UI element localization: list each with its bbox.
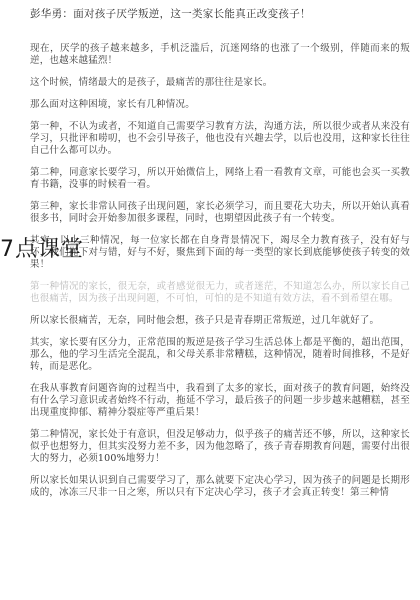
paragraph: 所以家长很痛苦，无奈，同时他会想，孩子只是青春期正常叛逆，过几年就好了。 <box>30 315 380 326</box>
paragraph: 这个时候，情绪最大的是孩子，最痛苦的那往往是家长。 <box>30 77 273 88</box>
paragraph: 在我从事教育问题咨询的过程当中，我看到了太多的家长，面对孩子的教育问题，始终没有什么学习意识或者始终不行动，拖延不学习，最后孩子的问题一步步越来越糟糕，甚至出现重度抑郁、精神分裂症等严重后果！ <box>30 383 410 418</box>
paragraph: 其实，家长要有区分力，正常范围的叛逆是孩子学习生活总体上都是平衡的，超出范围，那么，他的学习生活完全混乱，和父母关系非常糟糕，这种情况，随着时间推移，不是好转，而是恶化。 <box>30 337 410 372</box>
paragraph: 那么面对这种困境，家长有几种情况。 <box>30 99 195 110</box>
paragraph: 第二种情况，家长处于有意识，但没足够动力，似乎孩子的痛苦还不够，所以，这种家长似乎也想努力，但其实没努力差不多，因为他忽略了，孩子青春期教育问题，需要付出很大的努力，必须100%地努力！ <box>30 429 410 464</box>
article-body <box>30 43 410 499</box>
paragraph: 其实，以上三种情况，每一位家长都在自身背景情况下，竭尽全力教育孩子，没有好与坏，我们抛下对与错，好与不好，聚焦到下面的每一类型的家长到底能够使孩子转变的效果！ <box>30 235 410 270</box>
watermark-logo: 7点课堂 <box>0 237 84 262</box>
paragraph: 第三种，家长非常认同孩子出现问题，家长必须学习，而且要花大功夫，所以开始认真看很多书，同时会开始参加很多课程，同时，也期望因此孩子有一个转变。 <box>30 201 410 224</box>
article-title: 彭华勇：面对孩子厌学叛逆，这一类家长能真正改变孩子！ <box>30 8 311 20</box>
paragraph: 现在，厌学的孩子越来越多，手机泛滥后，沉迷网络的也涨了一个级别，伴随而来的叛逆，也越来越猛烈！ <box>30 43 410 66</box>
paragraph: 第二种，同意家长要学习，所以开始微信上，网络上看一看教育文章，可能也会买一买教育书籍，没事的时候看一看。 <box>30 167 410 190</box>
paragraph: 第一种情况的家长，很无奈，或者感觉很无力，或者迷茫，不知道怎么办，所以家长自己也很痛苦，因为孩子出现问题，不可怕，可怕的是不知道有效方法，看不到希望在哪。 <box>30 281 410 304</box>
paragraph: 所以家长如果认识到自己需要学习了，那么就要下定决心学习，因为孩子的问题是长期形成的，冰冻三尺非一日之寒，所以只有下定决心学习，孩子才会真正转变！第三种情 <box>30 475 410 498</box>
paragraph: 第一种，不认为或者，不知道自己需要学习教育方法，沟通方法，所以很少或者从来没有学习，只批评和唠叨，也不会引导孩子，他也没有兴趣去学，以后也没用，这种家长往往自己什么都可以办。 <box>30 121 410 156</box>
